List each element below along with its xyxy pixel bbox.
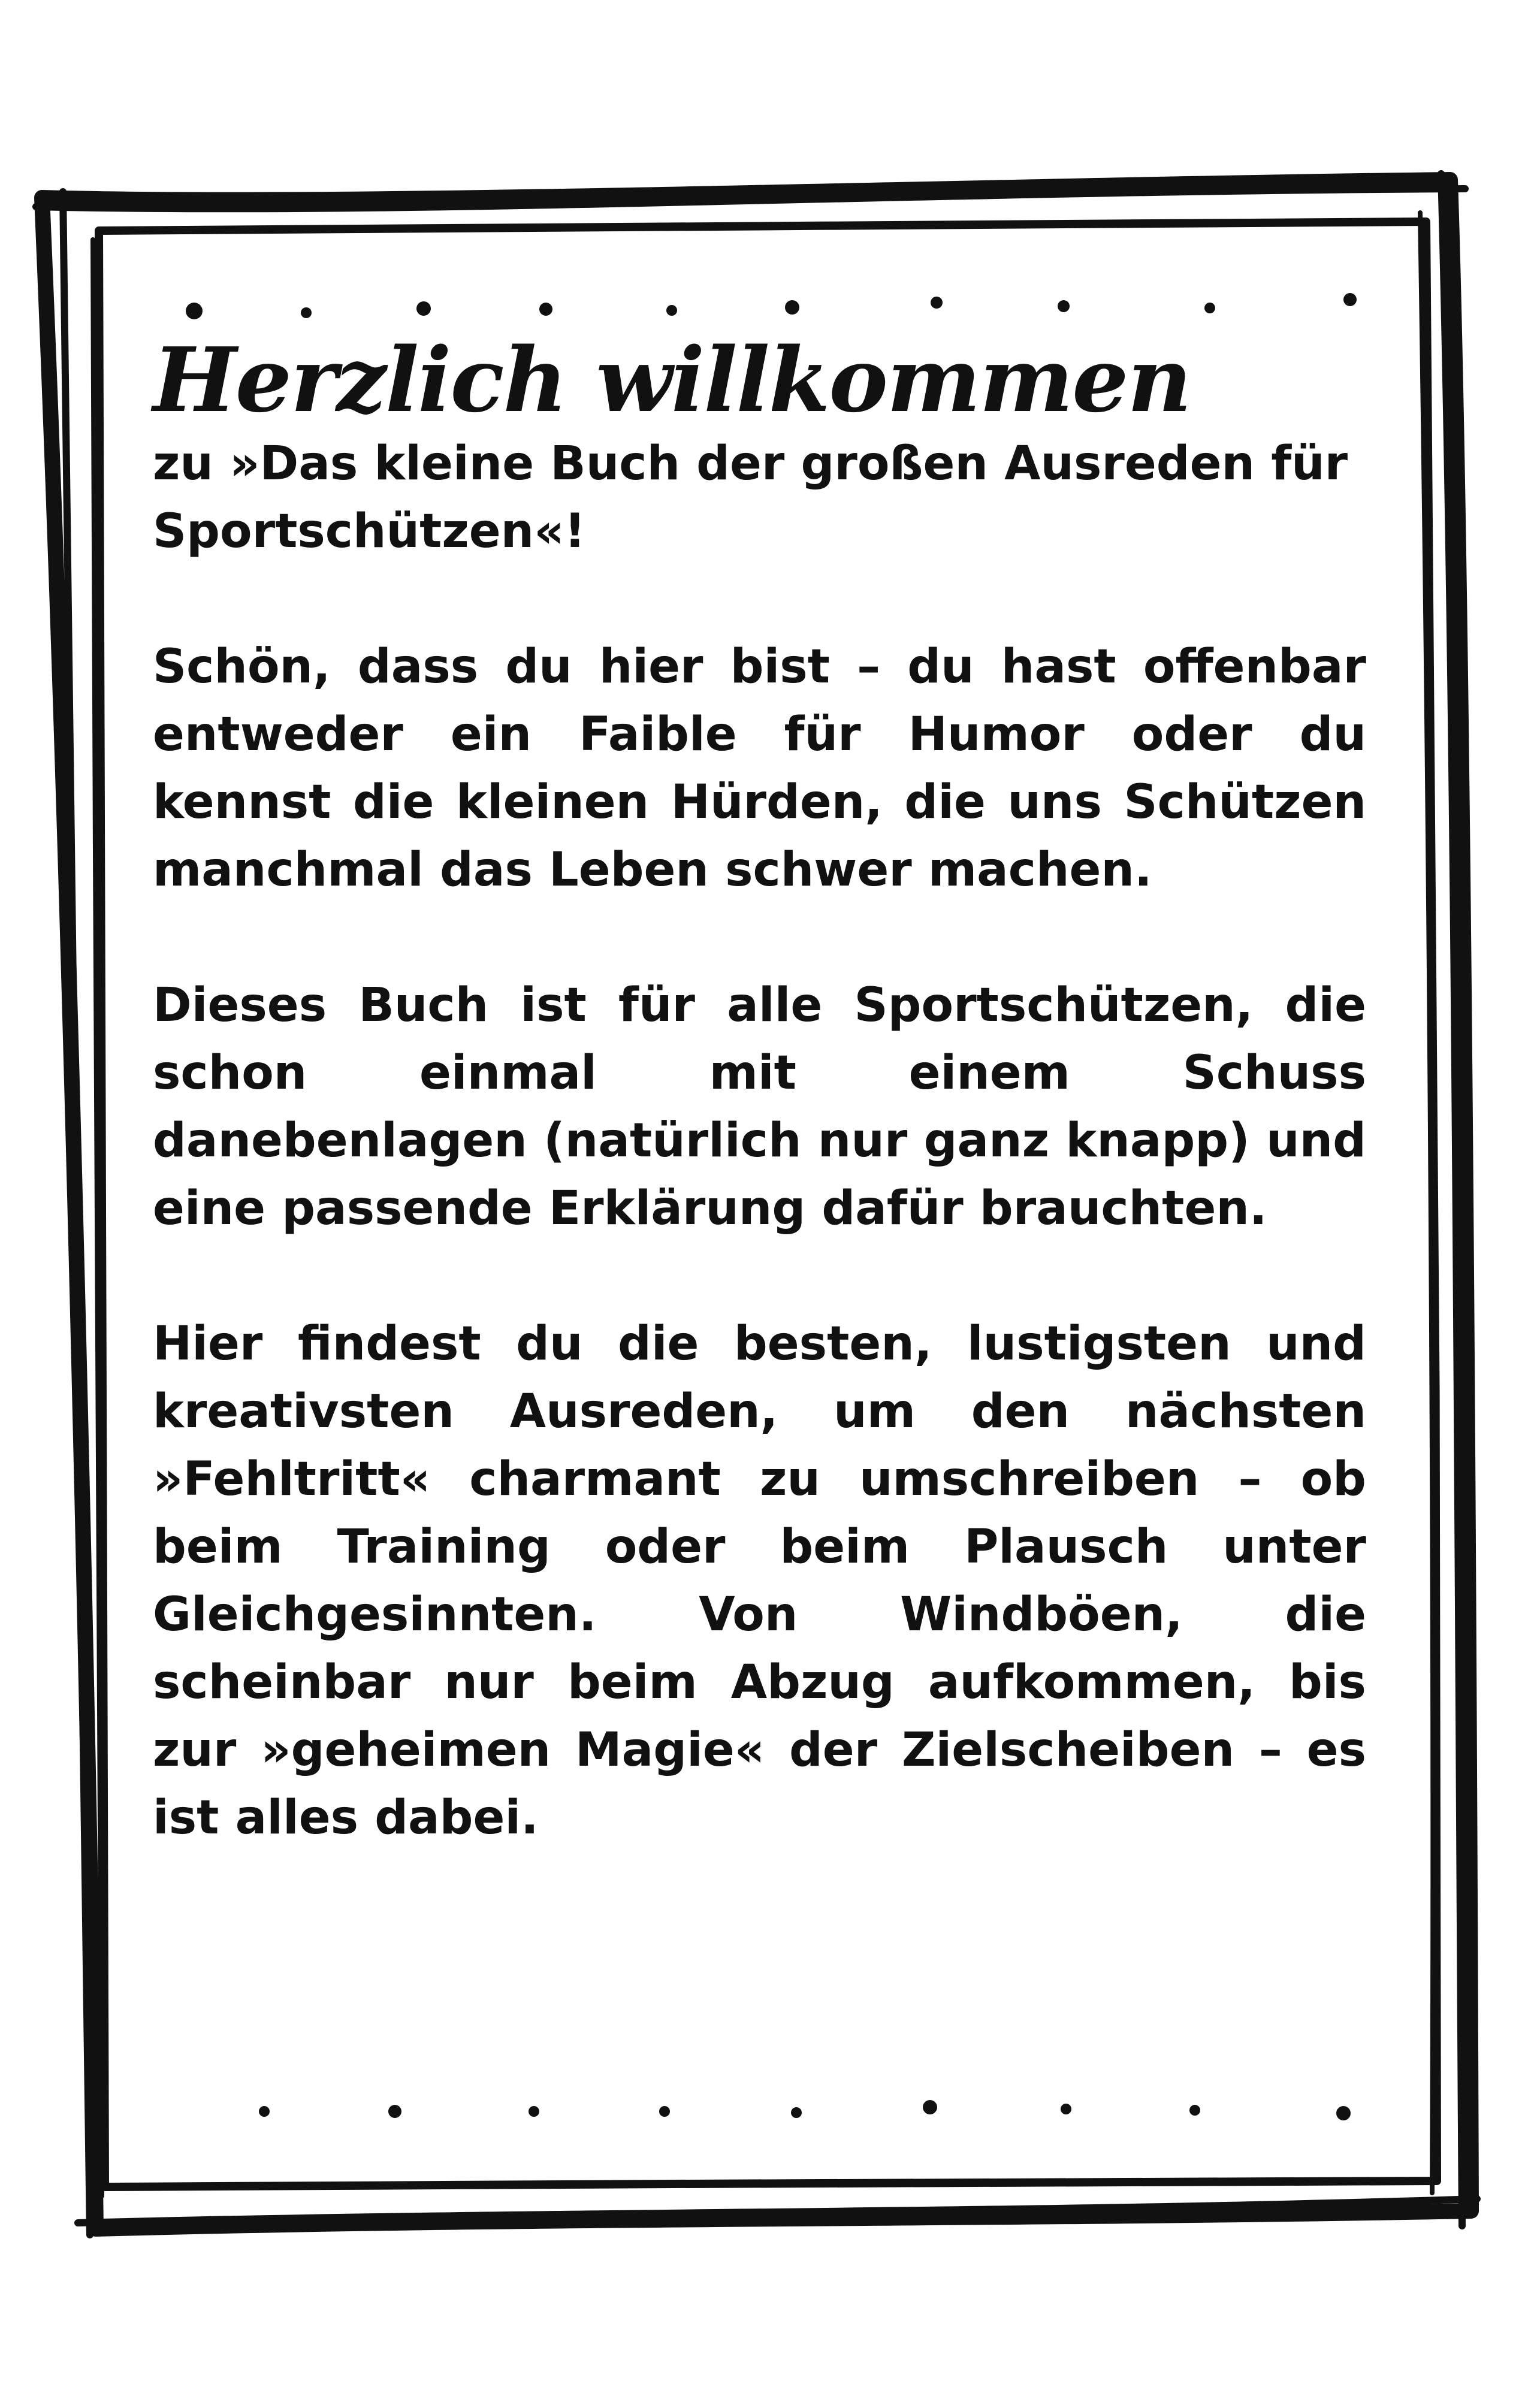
divider-dot (931, 297, 943, 309)
divider-dot (1189, 2105, 1200, 2116)
paragraph-contents: Hier findest du die besten, lustigsten und kreativsten Ausreden, um den nächsten »Fehltritt« charmant zu umschreiben – ob beim Training oder beim Plausch unter Gleichgesinnten. Von Windböen, die scheinbar nur beim Abzug aufkommen, bis zur »geheimen Magie« der Zielscheiben – es ist alles dabei. (153, 1317, 1366, 1845)
divider-dot (539, 303, 552, 316)
paragraph-intro: Schön, dass du hier bist – du hast offenbar entweder ein Faible für Humor oder du kennst die kleinen Hürden, die uns Schützen manchmal das Leben schwer machen. (153, 640, 1366, 897)
divider-dot (923, 2100, 937, 2114)
divider-dot (301, 307, 312, 318)
divider-dot (666, 305, 677, 316)
divider-dot (529, 2106, 539, 2117)
divider-dot (659, 2106, 670, 2117)
divider-dot (259, 2106, 270, 2117)
divider-dot (388, 2105, 401, 2118)
divider-dot (1204, 303, 1215, 313)
divider-dot (1061, 2104, 1071, 2114)
divider-dot (1343, 293, 1357, 306)
divider-dot (1058, 300, 1070, 312)
divider-dot (791, 2107, 802, 2118)
page-subtitle: zu »Das kleine Buch der großen Ausreden für Sportschützen«! (153, 437, 1348, 558)
divider-dot (1336, 2106, 1351, 2120)
dotted-divider-bottom (162, 2100, 1366, 2124)
paragraph-audience: Dieses Buch ist für alle Sportschützen, die schon einmal mit einem Schuss danebenlagen (natürlich nur ganz knapp) und eine passende Erklärung dafür brauchten. (153, 978, 1366, 1235)
dotted-divider-top (162, 297, 1366, 321)
divider-dot (186, 303, 203, 319)
welcome-page-content (153, 328, 1366, 1852)
divider-dot (785, 300, 799, 315)
divider-dot (416, 301, 431, 316)
page-title: Herzlich willkommen (153, 328, 1191, 432)
